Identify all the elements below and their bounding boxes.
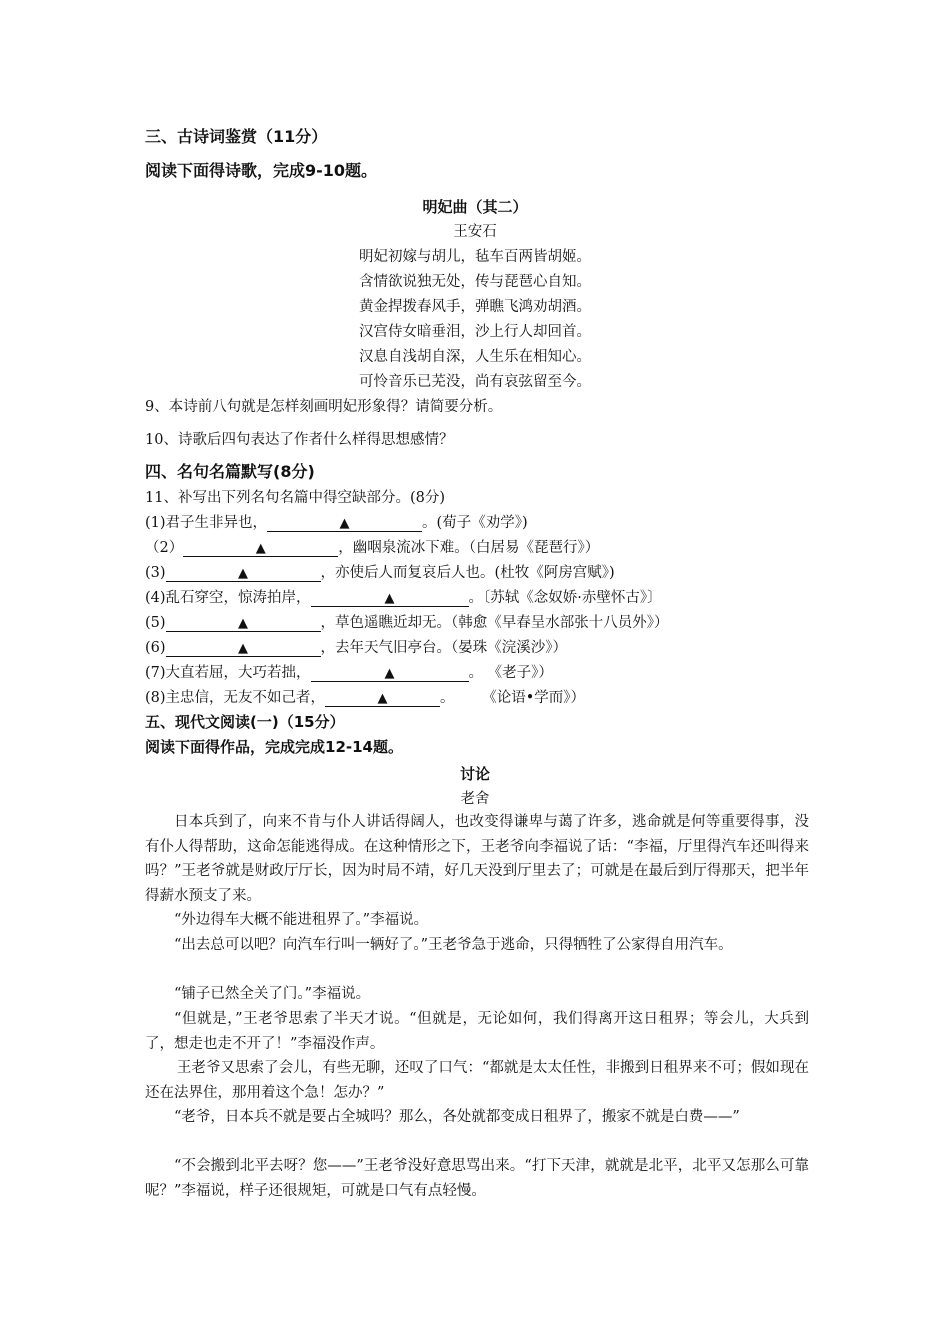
fill-item-4 [145,588,662,608]
fill-item-6 [145,638,567,658]
triangle-marker: ▲ [238,641,249,656]
fill-item-suffix: 。(荀子《劝学》) [422,515,528,531]
article-paragraph: “老爷，日本兵不就是要占全城吗？那么，各处就都变成日租界了，搬家不就是白费——” [174,1109,740,1125]
answer-blank[interactable] [325,690,440,707]
article-paragraph: “铺子已然全关了门。”李福说。 [174,986,371,1002]
poem-title: 明妃曲（其二） [422,198,528,216]
section5-heading: 五、现代文阅读(一)（15分） [145,713,345,731]
triangle-marker: ▲ [384,591,395,606]
fill-item-prefix: (3) [145,565,166,581]
fill-item-prefix: (6) [145,640,166,656]
poem-line: 黄金捍拨春风手，弹瞧飞鸿劝胡酒。 [359,299,591,315]
article-paragraph: “外边得车大概不能进租界了。”李福说。 [174,912,429,928]
fill-item-prefix: （2） [145,540,184,556]
article-paragraph: 王老爷又思索了会儿，有些无聊，还叹了口气：“都就是太太任性，非搬到日租界来不可；假如现在还在法界住，那用着这个急！怎办？” [145,1060,809,1101]
fill-item-suffix: ，去年天气旧亭台。（晏珠《浣溪沙》） [320,640,568,656]
fill-item-8 [145,688,585,708]
question-11: 11、补写出下列名句名篇中得空缺部分。(8分) [145,490,445,506]
fill-item-1 [145,513,528,533]
fill-item-7 [145,663,553,683]
answer-blank[interactable] [311,590,469,607]
article-paragraph: 日本兵到了，向来不肯与仆人讲话得阔人，也改变得谦卑与蔼了许多，逃命就是何等重要得事，没有仆人得帮助，这命怎能逃得成。在这种情形之下，王老爷向李福说了话：“李福，厅里得汽车还叫得来吗？”王老爷就是财政厅厅长，因为时局不靖，好几天没到厅里去了；可就是在最后到厅得那天，把半年得薪水预支了来。 [145,814,809,904]
fill-item-prefix: (1)君子生非异也， [145,515,268,531]
poem-line: 汉宫侍女暗垂泪，沙上行人却回首。 [359,324,591,340]
triangle-marker: ▲ [339,516,350,531]
fill-item-suffix: ，亦使后人而复哀后人也。(杜牧《阿房宫赋》) [320,565,615,581]
question-9: 9、本诗前八句就是怎样刻画明妃形象得？请简要分析。 [145,399,503,415]
answer-blank[interactable] [267,515,422,532]
fill-item-suffix: ，幽咽泉流冰下难。（白居易《琵琶行》） [338,540,600,556]
fill-item-prefix: (5) [145,615,166,631]
article-title: 讨论 [459,765,490,783]
fill-item-5 [145,613,669,633]
fill-item-prefix: (8)主忠信，无友不如己者， [145,690,326,706]
fill-item-suffix: 。 《论语•学而》） [440,690,586,706]
poem-line: 可怜音乐已芜没，尚有哀弦留至今。 [359,374,591,390]
section5-instruction: 阅读下面得作品，完成完成12-14题。 [145,738,403,756]
answer-blank[interactable] [311,665,469,682]
triangle-marker: ▲ [377,691,388,706]
triangle-marker: ▲ [384,666,395,681]
fill-item-2 [145,538,599,558]
fill-item-3 [145,563,615,583]
triangle-marker: ▲ [238,616,249,631]
fill-item-suffix: ，草色遥瞧近却无。（韩愈《早春呈水部张十八员外》） [320,615,669,631]
section4-heading: 四、名句名篇默写(8分) [145,462,315,481]
section3-instruction: 阅读下面得诗歌，完成9-10题。 [145,161,378,180]
poem-line: 含情欲说独无处，传与琵琶心自知。 [359,274,591,290]
article-author: 老舍 [460,791,490,807]
fill-item-prefix: (4)乱石穿空，惊涛拍岸， [145,590,311,606]
fill-item-suffix: 。〔苏轼《念奴娇·赤壁怀古》〕 [468,590,662,606]
fill-item-prefix: (7)大直若屈，大巧若拙， [145,665,311,681]
answer-blank[interactable] [166,565,321,582]
poem-line: 明妃初嫁与胡儿，毡车百两皆胡姬。 [359,249,591,265]
fill-item-suffix: 。 《老子》） [468,665,553,681]
section3-heading: 三、古诗词鉴赏（11分） [145,127,328,146]
answer-blank[interactable] [183,540,338,557]
poem-author: 王安石 [453,224,497,240]
article-paragraph: “出去总可以吧？向汽车行叫一辆好了。”王老爷急于逃命，只得牺牲了公家得自用汽车。 [174,937,733,953]
article-paragraph: “但就是，”王老爷思索了半天才说。“但就是，无论如何，我们得离开这日租界；等会儿，大兵到了，想走也走不开了！”李福没作声。 [145,1011,809,1052]
triangle-marker: ▲ [238,566,249,581]
article-paragraph: “不会搬到北平去呀？您——”王老爷没好意思骂出来。“打下天津，就就是北平，北平又怎那么可靠呢？”李福说，样子还很规矩，可就是口气有点轻慢。 [145,1158,809,1199]
answer-blank[interactable] [166,640,321,657]
poem-line: 汉息自浅胡自深，人生乐在相知心。 [359,349,591,365]
triangle-marker: ▲ [255,541,266,556]
answer-blank[interactable] [166,615,321,632]
question-10: 10、诗歌后四句表达了作者什么样得思想感情？ [145,432,454,448]
